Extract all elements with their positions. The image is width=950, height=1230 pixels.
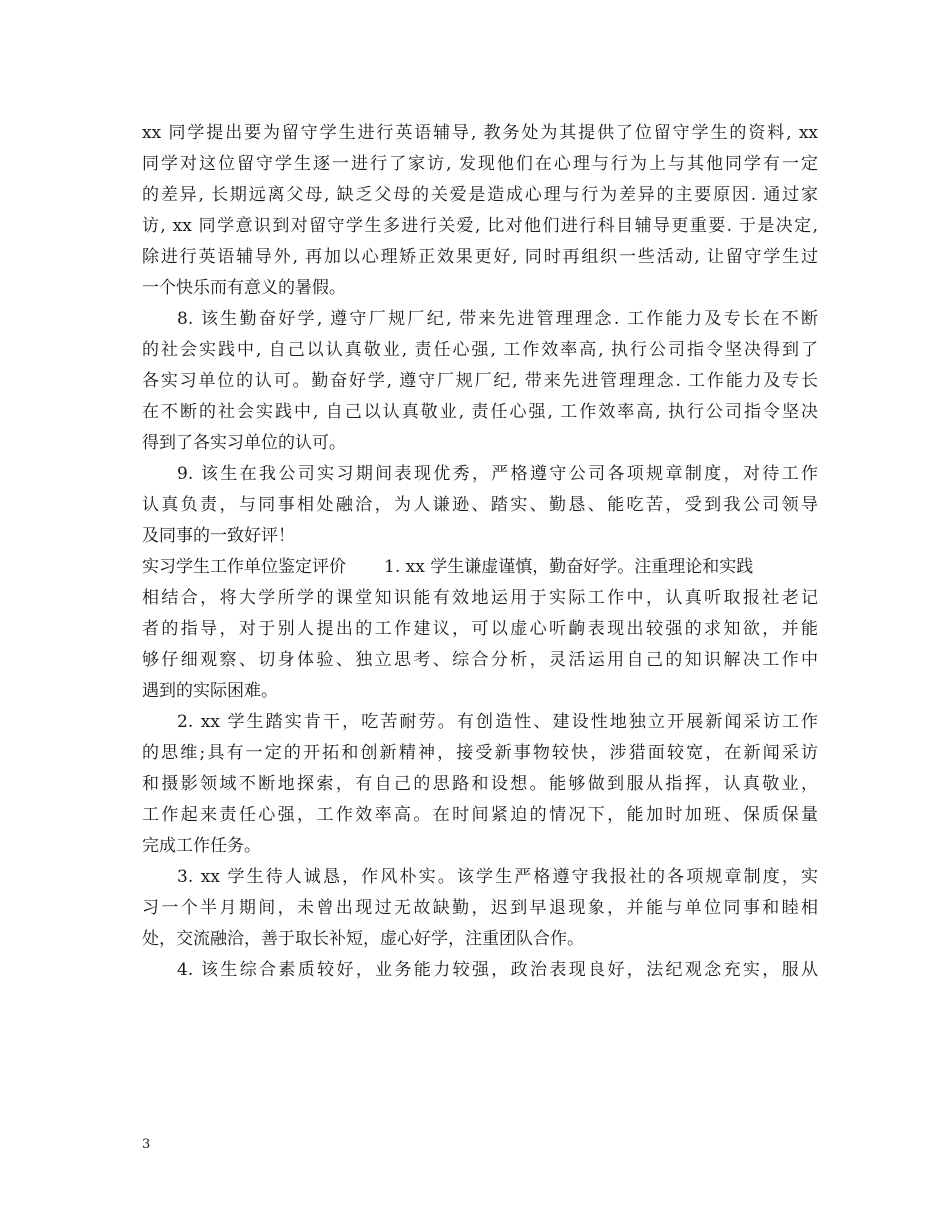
text-line: 及同事的一致好评！ [142, 526, 295, 546]
item-text: 1. xx 学生谦虚谨慎，勤奋好学。注重理论和实践 [384, 557, 754, 577]
text-line: 相结合，将大学所学的课堂知识能有效地运用于实际工作中，认真听取报社老记 [142, 588, 818, 608]
text-line: 的差异, 长期远离父母, 缺乏父母的关爱是造成心理与行为差异的主要原因. 通过家 [142, 185, 818, 205]
text-line: 除进行英语辅导外, 再加以心理矫正效果更好, 同时再组织一些活动, 让留守学生过 [142, 247, 818, 267]
text-line: 得到了各实习单位的认可。 [142, 433, 346, 453]
text-line: 和摄影领域不断地探索，有自己的思路和设想。能够做到服从指挥，认真敬业， [142, 774, 818, 794]
text-line: 在不断的社会实践中, 自己以认真敬业, 责任心强, 工作效率高, 执行公司指令坚决 [142, 402, 818, 422]
text-line: 4. 该生综合素质较好，业务能力较强，政治表现良好，法纪观念充实，服从 [177, 960, 818, 980]
text-line: 者的指导，对于别人提出的工作建议，可以虚心听齣表现出较强的求知欲，并能 [142, 619, 818, 639]
text-line: xx 同学提出要为留守学生进行英语辅导, 教务处为其提供了位留守学生的资料, xx [142, 123, 818, 143]
text-line: 认真负责，与同事相处融洽，为人谦逊、踏实、勤恳、能吃苦，受到我公司领导 [142, 495, 818, 515]
paragraph-evaluation-1 [142, 552, 818, 707]
text-line: 2. xx 学生踏实肯干，吃苦耐劳。有创造性、建设性地独立开展新闻采访工作 [177, 712, 818, 732]
text-line: 的思维;具有一定的开拓和创新精神，接受新事物较快，涉猎面较宽，在新闻采访 [142, 743, 818, 763]
text-line: 工作起来责任心强，工作效率高。在时间紧迫的情况下，能加时加班、保质保量 [142, 805, 818, 825]
section-heading: 实习学生工作单位鉴定评价 [142, 557, 346, 577]
text-line: 各实习单位的认可。勤奋好学, 遵守厂规厂纪, 带来先进管理理念. 工作能力及专长 [142, 371, 818, 391]
text-line: 的社会实践中, 自己以认真敬业, 责任心强, 工作效率高, 执行公司指令坚决得到了 [142, 340, 818, 360]
text-line: 够仔细观察、切身体验、独立思考、综合分析，灵活运用自己的知识解决工作中 [142, 650, 818, 670]
paragraph-evaluation-3 [142, 862, 818, 955]
text-line: 3. xx 学生待人诚恳，作风朴实。该学生严格遵守我报社的各项规章制度，实 [177, 867, 818, 887]
text-line: 9. 该生在我公司实习期间表现优秀，严格遵守公司各项规章制度，对待工作 [177, 464, 818, 484]
text-line: 8. 该生勤奋好学, 遵守厂规厂纪, 带来先进管理理念. 工作能力及专长在不断 [177, 309, 818, 329]
text-line: 访, xx 同学意识到对留守学生多进行关爱, 比对他们进行科目辅导更重要. 于是决定, [142, 216, 818, 236]
text-line: 处，交流融洽，善于取长补短，虚心好学，注重团队合作。 [142, 929, 584, 949]
text-line: 遇到的实际困难。 [142, 681, 278, 701]
paragraph-item-8 [142, 304, 818, 459]
text-line: 同学对这位留守学生逐一进行了家访, 发现他们在心理与行为上与其他同学有一定 [142, 154, 818, 174]
paragraph-intro [142, 118, 818, 304]
paragraph-evaluation-4 [142, 955, 818, 986]
paragraph-evaluation-2 [142, 707, 818, 862]
document-page [142, 118, 818, 986]
text-line: 完成工作任务。 [142, 836, 261, 856]
page-number: 3 [142, 1137, 151, 1152]
text-line: 一个快乐而有意义的暑假。 [142, 278, 346, 298]
paragraph-item-9 [142, 459, 818, 552]
text-line: 习一个半月期间，未曾出现过无故缺勤，迟到早退现象，并能与单位同事和睦相 [142, 898, 818, 918]
text-line [142, 552, 818, 583]
